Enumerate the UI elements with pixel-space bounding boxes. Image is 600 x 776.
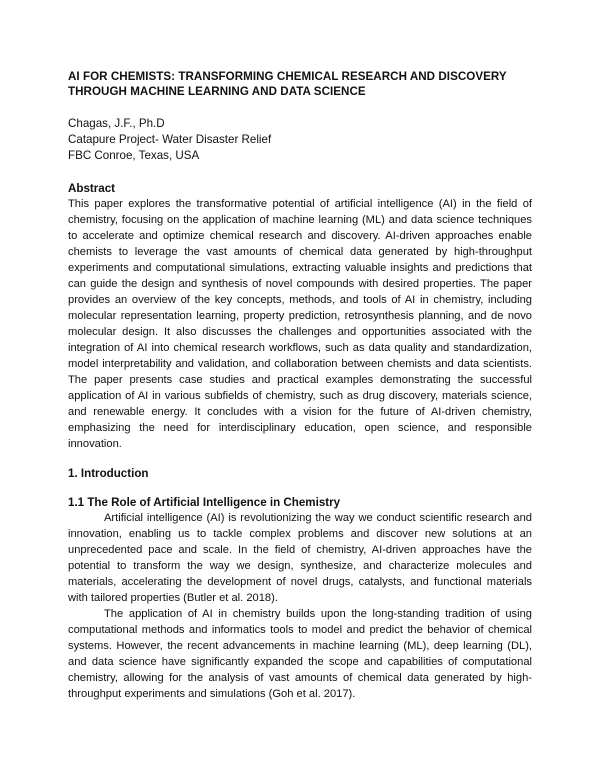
- paper-title: AI FOR CHEMISTS: TRANSFORMING CHEMICAL RESEARCH AND DISCOVERY THROUGH MACHINE LEARNING AND DATA SCIENCE: [68, 70, 507, 98]
- section-1-1-paragraph: The application of AI in chemistry builds upon the long-standing tradition of using computational methods and informatics tools to model and predict the behavior of chemical systems. However, the recent advancements in machine learning (ML), deep learning (DL), and data science have significantly expanded the scope and capabilities of computational chemistry, allowing for the analysis of vast amounts of chemical data generated by high-throughput experiments and simulations (Goh et al. 2017).: [68, 608, 532, 701]
- section-1-heading: 1. Introduction: [68, 467, 149, 481]
- abstract-text: This paper explores the transformative potential of artificial intelligence (AI) in the field of chemistry, focusing on the application of machine learning (ML) and data science techniques to accelerate and optimize chemical research and discovery. AI-driven approaches enable chemists to leverage the vast amounts of chemical data generated by high-throughput experiments and computational simulations, extracting valuable insights and predictions that can guide the design and synthesis of novel compounds with desired properties. The paper provides an overview of the key concepts, methods, and tools of AI in chemistry, including molecular representation learning, property prediction, retrosynthesis planning, and de novo molecular design. It also discusses the challenges and opportunities associated with the integration of AI into chemical research workflows, such as data quality and standardization, model interpretability and validation, and collaboration between chemists and data scientists. The paper presents case studies and practical examples demonstrating the successful application of AI in various subfields of chemistry, such as drug discovery, materials science, and renewable energy. It concludes with a vision for the future of AI-driven chemistry, emphasizing the need for interdisciplinary education, open science, and responsible innovation.: [68, 198, 532, 451]
- section-1-1-heading: 1.1 The Role of Artificial Intelligence in Chemistry: [68, 496, 341, 510]
- section-1-1-paragraph: Artificial intelligence (AI) is revolutionizing the way we conduct scientific research and innovation, enabling us to tackle complex problems and discover new solutions at an unprecedented pace and scale. In the field of chemistry, AI-driven approaches have the potential to transform the way we design, synthesize, and characterize molecules and materials, accelerating the development of novel drugs, catalysts, and functional materials with tailored properties (Butler et al. 2018).: [68, 512, 532, 605]
- author-name: Chagas, J.F., Ph.D: [68, 117, 165, 130]
- author-block: [68, 116, 532, 163]
- abstract-heading: Abstract: [68, 182, 116, 196]
- author-affiliation: Catapure Project- Water Disaster Relief: [68, 132, 272, 146]
- author-location: FBC Conroe, Texas, USA: [68, 148, 200, 162]
